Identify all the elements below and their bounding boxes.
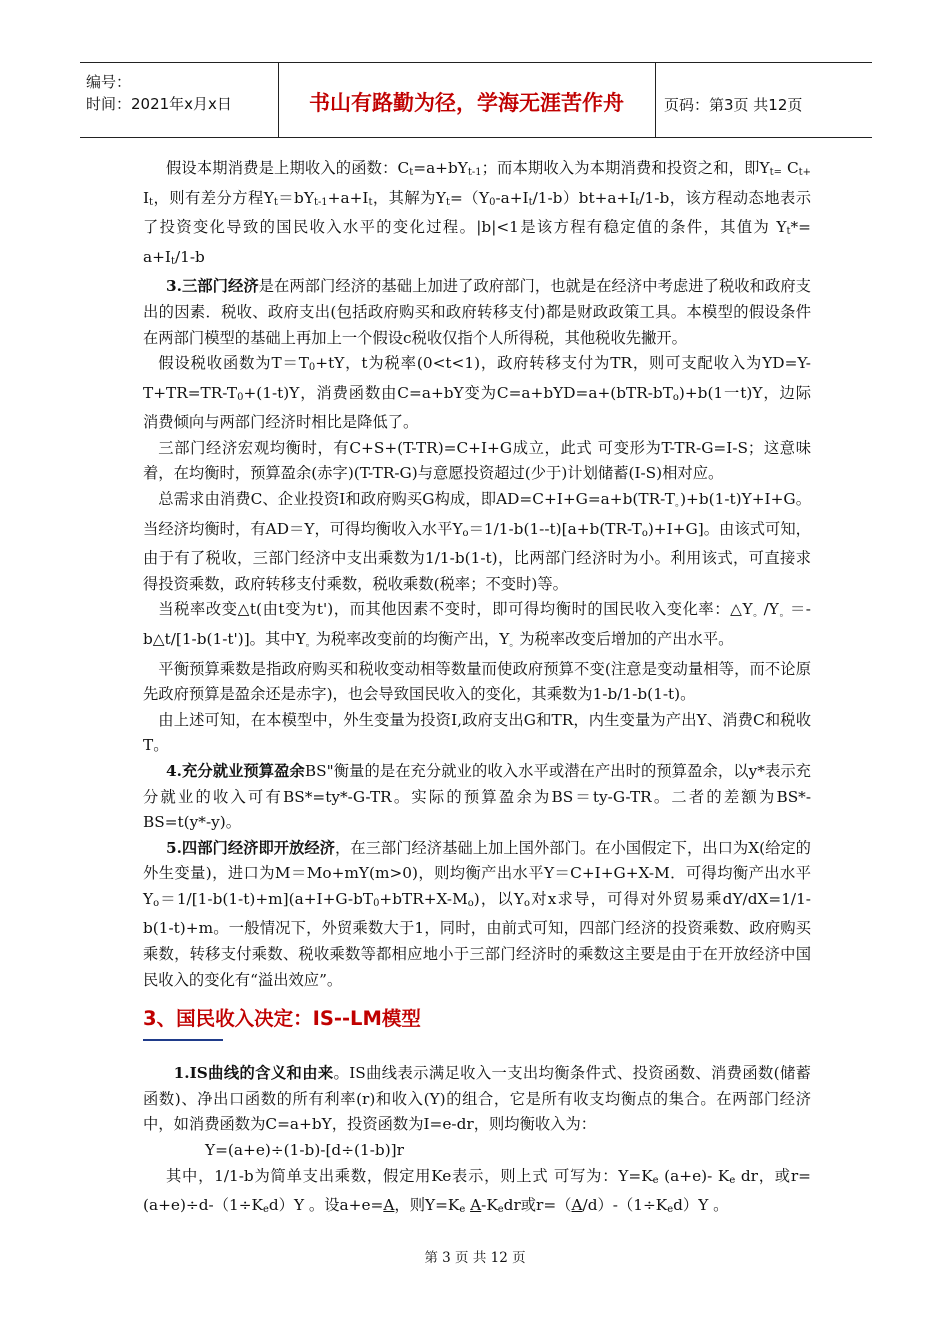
paragraph-equilibrium: 三部门经济宏观均衡时，有C+S+(T-TR)=C+I+G成立，此式 可变形为T-TR-G=I-S；这意味着，在均衡时，预算盈余(赤字)(T-TR-G)与意愿投资超过(少于)计划储蓄(I-S)相对应。 [143,438,811,483]
paragraph-balanced-budget: 平衡预算乘数是指政府购买和税收变动相等数量而使政府预算不变(注意是变动量相等，而不论原先政府预算是盈余还是赤字)，也会导致国民收入的变化，其乘数为1-b/1-b(1-t)。 [143,659,811,704]
paragraph-tax-function: 假设税收函数为$T=T_0+tY$，t为税率(0<t<1)，政府转移支付为TR，则可支配收入为$YD=Y-T+TR=TR-T_0+(1-t)Y$，消费函数由C=a+bY变为$C=a+bYD=a+(bTR-bT_o)+b(1$一t)Y，边际消费倾向与两部门经济时相比是降低了。 [143,354,811,432]
header-page-label: 页码：第3页 共12页 [664,96,803,114]
paragraph-open-economy: 5.四部门经济即开放经济，在三部门经济基础上加上国外部门。在小国假定下，出口为X(给定的外生变量)，进口为M＝Mo+mY(m>0)，则均衡产出水平Y＝C+I+G+X-M．可得均衡产出水平$Y_o=1/[1-b(1-t)+m](a+I+G-bT_0+bTR+X-M_o)$，以$Y_o$对x求导，可得对外贸易乘dY/dX=1/1-b(1-t)+m。一般情况下，外贸乘数大于1，同时，由前式可知，四部门经济的投资乘数、政府购买乘数，转移支付乘数、税收乘数等都相应地小于三部门经济时的乘数这主要是由于在开放经济中国民收入的变化有“溢出效应”。 [143,838,811,989]
page-footer: 第 3 页 共 12 页 [424,1250,526,1266]
paragraph-three-sector: 3.三部门经济是在两部门经济的基础上加进了政府部门，也就是在经济中考虑进了税收和政府支出的因素．税收、政府支出(包括政府购买和政府转移支付)都是财政政策工具。本模型的假设条件在两部门模型的基础上再加上一个假设c税收仅指个人所得税，其他税收先撇开。 [143,277,811,347]
paragraph-difference-equation: 假设本期消费是上期收入的函数：$C_t=a+bY_{t-1}$；而本期收入为本期消费和投资之和，即$Y_{t=}$ $C_{t+}$ $I_t$，则有差分方程$Y_t=bY_{t-1}+a+I_t$，其解为$Y_t=(Y_0-a+I_t/1-b)bt+a+I_t/1-b$，该方程动态地表示了投资变化导致的国民收入水平的变化过程。|b|<1是该方程有稳定值的条件，其值为 $Y_t*= a+I_t/1-b$ [143,159,811,267]
paragraph-full-employment: 4.充分就业预算盈余BS"衡量的是在充分就业的收入水平或潜在产出时的预算盈余，以y*表示充分就业的收入可有BS*=ty*-G-TR。实际的预算盈余为BS＝ty-G-TR。二者的差额为BS*-BS=t(y*-y)。 [143,761,811,832]
paragraph-tax-rate-change: 当税率改变△t(由t变为t')，而其他因素不变时，即可得均衡时的国民收入变化率：$\triangle Y_。/Y_。=-b\triangle t/[1-b(1-t')]$。其中$Y_。$为税率改变前的均衡产出，$Y_。$为税率改变后增加的产出水平。 [143,600,811,649]
heading-is-curve: 1.IS曲线的含义和由来 [173,1064,334,1083]
paragraph-aggregate-demand: 总需求由消费C、企业投资I和政府购买G构成，即$AD=C+I+G=a+b(TR-T_。)+b(1-t)Y+I+G$。当经济均衡时，有AD＝Y，可得均衡收入水平$Y_o=1/1-b(1--t)[a+b(TR-T_o)+I+G]$。由该式可知，由于有了税收，三部门经济中支出乘数为1/1-b(1-t)，比两部门经济时为小。利用该式，可直接求得投资乘数，政府转移支付乘数，税收乘数(税率；不变时)等。 [143,490,811,593]
paragraph-variables: 由上述可知，在本模型中，外生变量为投资I,政府支出G和TR，内生变量为产出Y、消费C和税收T。 [143,710,811,755]
formula-equilibrium-income: Y=(a+e)÷(1-b)-[d÷(1-b)]r [205,1141,404,1160]
heading-full-employment: 4.充分就业预算盈余 [165,761,305,780]
header-divider-right [655,63,656,137]
header-motto: 书山有路勤为径，学海无涯苦作舟 [309,91,624,115]
paragraph-is-curve: 1.IS曲线的含义和由来。IS曲线表示满足收入一支出均衡条件式、投资函数、消费函数(储蓄函数)、净出口函数的所有利率(r)和收入(Y)的组合，它是所有收支均衡点的集合。在两部门经济中，如消费函数为C=a+bY，投资函数为I=e-dr，则均衡收入为： [143,1064,811,1134]
paragraph-multiplier: 其中，1/1-b为简单支出乘数，假定用Ke表示，则上式 可写为：$Y=K_e$ (a+e)- $K_e$ dr，或$r=(a+e)\div d-(1\div K_ed)Y$ 。设a+e=A，则$Y=K_e$ $A-K_edr$或$r=(A/d)-(1\div K_ed)Y$ 。 [143,1166,811,1216]
header-time-label: 时间：2021年x月x日 [86,95,232,113]
section-title: 3、国民收入决定：IS--LM模型 [143,1007,421,1031]
header-left [86,71,232,115]
document-body [143,156,811,1223]
heading-open-economy: 5.四部门经济即开放经济 [165,838,335,857]
page-header [80,62,872,138]
header-number-label: 编号： [86,73,132,91]
section-title-underline [143,1039,223,1041]
heading-three-sector: 3.三部门经济 [165,277,259,296]
